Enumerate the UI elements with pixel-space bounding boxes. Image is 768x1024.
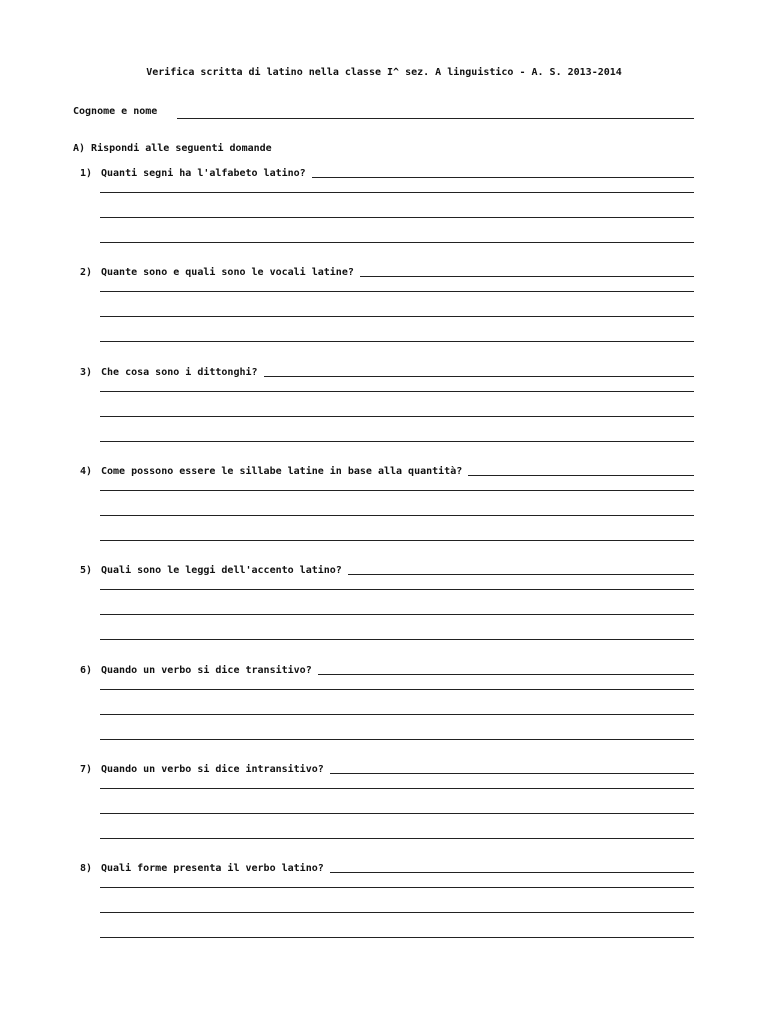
answer-inline-line[interactable] <box>318 674 694 675</box>
question-number: 6) <box>80 664 93 676</box>
answer-inline-line[interactable] <box>330 872 694 873</box>
answer-line[interactable] <box>100 614 694 615</box>
question-number: 1) <box>80 168 93 179</box>
answer-line[interactable] <box>100 788 694 789</box>
answer-inline-line[interactable] <box>312 177 694 178</box>
answer-line[interactable] <box>100 416 694 417</box>
question-text: Quando un verbo si dice transitivo? <box>101 664 312 676</box>
question-text: Come possono essere le sillabe latine in base alla quantità? <box>101 465 463 477</box>
answer-line[interactable] <box>100 714 694 715</box>
section-label: A) Rispondi alle seguenti domande <box>73 143 272 154</box>
question-item <box>80 665 694 765</box>
question-number: 4) <box>80 465 93 477</box>
question-number: 5) <box>80 565 93 577</box>
question-number: 3) <box>80 366 93 378</box>
answer-line[interactable] <box>100 689 694 690</box>
question-text: Quante sono e quali sono le vocali latine? <box>101 267 354 279</box>
answer-inline-line[interactable] <box>330 773 694 774</box>
question-text: Quanti segni ha l'alfabeto latino? <box>101 168 306 179</box>
question-item <box>80 367 694 467</box>
question-text: Che cosa sono i dittonghi? <box>101 366 258 378</box>
answer-line[interactable] <box>100 192 694 193</box>
answer-line[interactable] <box>100 316 694 317</box>
question-number: 2) <box>80 267 93 279</box>
answer-line[interactable] <box>100 242 694 243</box>
name-answer-line[interactable] <box>177 118 694 119</box>
answer-line[interactable] <box>100 217 694 218</box>
answer-line[interactable] <box>100 515 694 516</box>
answer-inline-line[interactable] <box>348 574 694 575</box>
question-number: 8) <box>80 863 93 875</box>
question-text: Quando un verbo si dice intransitivo? <box>101 763 324 775</box>
answer-inline-line[interactable] <box>360 276 694 277</box>
question-item <box>80 764 694 864</box>
name-label: Cognome e nome <box>73 106 158 117</box>
answer-inline-line[interactable] <box>264 376 694 377</box>
answer-line[interactable] <box>100 912 694 913</box>
answer-line[interactable] <box>100 490 694 491</box>
question-text: Quali sono le leggi dell'accento latino? <box>101 565 342 577</box>
answer-line[interactable] <box>100 441 694 442</box>
answer-line[interactable] <box>100 391 694 392</box>
answer-line[interactable] <box>100 838 694 839</box>
answer-line[interactable] <box>100 739 694 740</box>
page-title: Verifica scritta di latino nella classe I^ sez. A linguistico - A. S. 2013-2014 <box>146 67 622 78</box>
answer-line[interactable] <box>100 341 694 342</box>
answer-line[interactable] <box>100 589 694 590</box>
question-text: Quali forme presenta il verbo latino? <box>101 863 324 875</box>
question-item <box>80 565 694 665</box>
answer-line[interactable] <box>100 540 694 541</box>
answer-line[interactable] <box>100 291 694 292</box>
question-item <box>80 863 694 963</box>
question-number: 7) <box>80 763 93 775</box>
answer-line[interactable] <box>100 887 694 888</box>
answer-line[interactable] <box>100 937 694 938</box>
answer-inline-line[interactable] <box>468 475 694 476</box>
question-item <box>80 168 694 268</box>
answer-line[interactable] <box>100 639 694 640</box>
question-item <box>80 267 694 367</box>
question-item <box>80 466 694 566</box>
answer-line[interactable] <box>100 813 694 814</box>
